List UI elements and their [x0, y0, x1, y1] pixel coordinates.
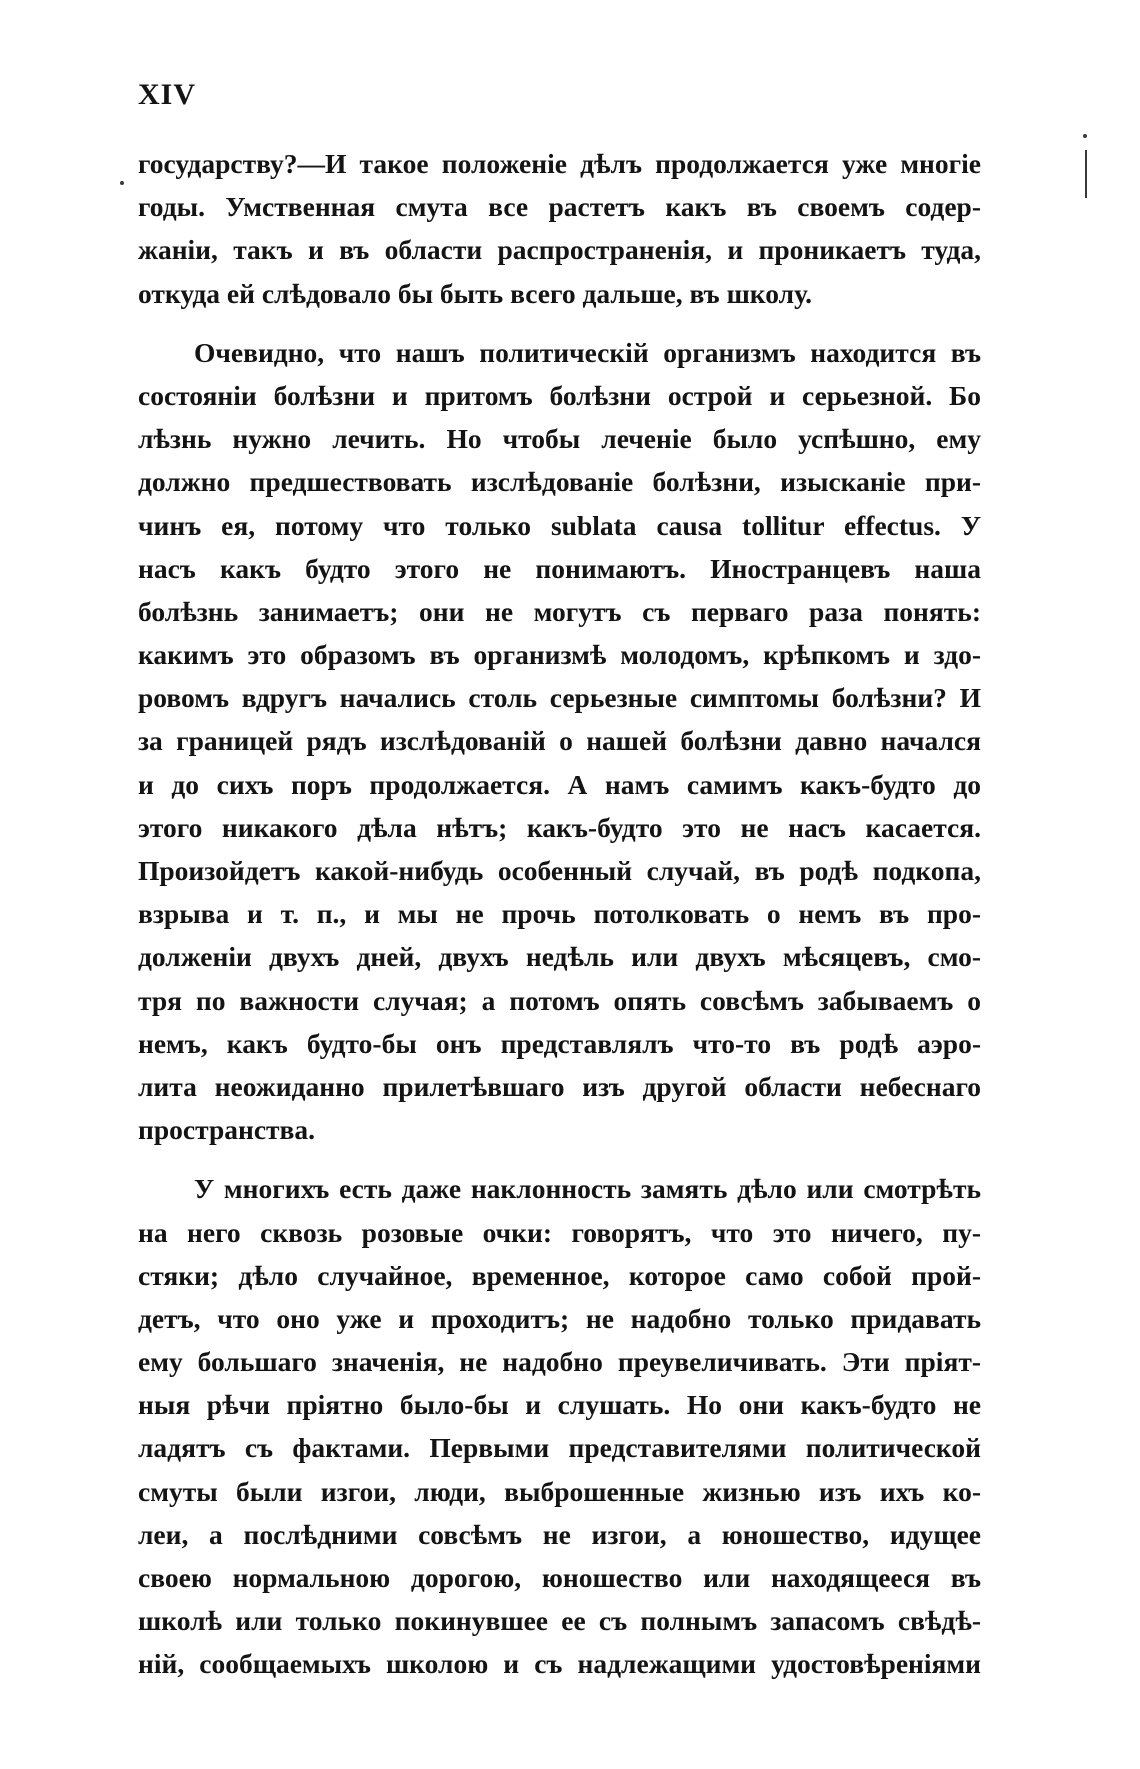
text-line: годы. Умственная смута все растетъ какъ въ своемъ содер-	[138, 191, 981, 223]
text-line: смуты были изгои, люди, выброшенные жизнью изъ ихъ ко-	[138, 1475, 981, 1507]
text-line: какимъ это образомъ въ организмѣ молодомъ, крѣпкомъ и здо-	[138, 639, 981, 671]
text-line: жаніи, такъ и въ области распространенія, и проникаетъ туда,	[138, 234, 981, 266]
text-line: ладятъ съ фактами. Первыми представителями политической	[138, 1432, 981, 1464]
text-line: пространства.	[138, 1114, 316, 1146]
text-line: насъ какъ будто этого не понимаютъ. Иностранцевъ наша	[138, 552, 981, 584]
text-line: Произойдетъ какой-нибудь особенный случай, въ родѣ подкопа,	[138, 855, 981, 886]
text-line: откуда ей слѣдовало бы быть всего дальше, въ школу.	[138, 277, 812, 309]
text-line: У многихъ есть даже наклонность замять дѣло или смотрѣть	[194, 1173, 981, 1205]
scan-speck	[1083, 134, 1087, 138]
text-line: взрыва и т. п., и мы не прочь потолковать о немъ въ про-	[138, 898, 981, 930]
paragraph	[138, 331, 981, 1152]
text-line: немъ, какъ будто-бы онъ представлялъ что-то въ родѣ аэро-	[138, 1027, 981, 1059]
text-line: школѣ или только покинувшее ее съ полнымъ запасомъ свѣдѣ-	[138, 1605, 981, 1637]
text-line: тря по важности случая; а потомъ опять совсѣмъ забываемъ о	[138, 984, 981, 1016]
text-line: стяки; дѣло случайное, временное, которое само собой прой-	[138, 1259, 981, 1291]
text-line: на него сквозь розовые очки: говорятъ, что это ничего, пу-	[138, 1216, 981, 1248]
text-line: чинъ ея, потому что только sublata causa tollitur effectus. У	[138, 509, 981, 541]
text-line: леи, а послѣдними совсѣмъ не изгои, а юношество, идущее	[138, 1518, 981, 1550]
text-line: лѣзнь нужно лечить. Но чтобы леченіе было успѣшно, ему	[138, 423, 981, 455]
page-number: XIV	[138, 78, 197, 111]
margin-mark	[1085, 150, 1087, 198]
text-line: и до сихъ поръ продолжается. А намъ самимъ какъ-будто до	[138, 768, 981, 800]
paragraph	[138, 142, 981, 315]
text-line: ровомъ вдругъ начались столь серьезные симптомы болѣзни? И	[138, 682, 981, 714]
paragraph	[138, 1167, 981, 1685]
text-line: ній, сообщаемыхъ школою и съ надлежащими удостовѣреніями	[138, 1648, 981, 1680]
text-line: долженіи двухъ дней, двухъ недѣль или двухъ мѣсяцевъ, смо-	[138, 941, 981, 973]
text-line: состояніи болѣзни и притомъ болѣзни острой и серьезной. Бо	[138, 379, 981, 411]
text-line: детъ, что оно уже и проходитъ; не надобно только придавать	[138, 1302, 981, 1334]
text-line: лита неожиданно прилетѣвшаго изъ другой области небеснаго	[138, 1070, 981, 1102]
body-text	[138, 142, 981, 1686]
text-line: Очевидно, что нашъ политическій организмъ находится въ	[194, 336, 981, 368]
scan-speck	[120, 181, 124, 185]
text-line: болѣзнь занимаетъ; они не могутъ съ перваго раза понять:	[138, 595, 981, 627]
text-line: ему большаго значенія, не надобно преувеличивать. Эти пріят-	[138, 1346, 981, 1378]
text-line: ныя рѣчи пріятно было-бы и слушать. Но они какъ-будто не	[138, 1389, 981, 1421]
text-line: за границей рядъ изслѣдованій о нашей болѣзни давно начался	[138, 725, 981, 757]
text-line: этого никакого дѣла нѣтъ; какъ-будто это не насъ касается.	[138, 811, 981, 843]
text-line: должно предшествовать изслѣдованіе болѣзни, изысканіе при-	[138, 466, 981, 498]
text-line: государству?—И такое положеніе дѣлъ продолжается уже многіе	[138, 148, 981, 179]
text-line: своею нормальною дорогою, юношество или находящееся въ	[138, 1562, 981, 1593]
